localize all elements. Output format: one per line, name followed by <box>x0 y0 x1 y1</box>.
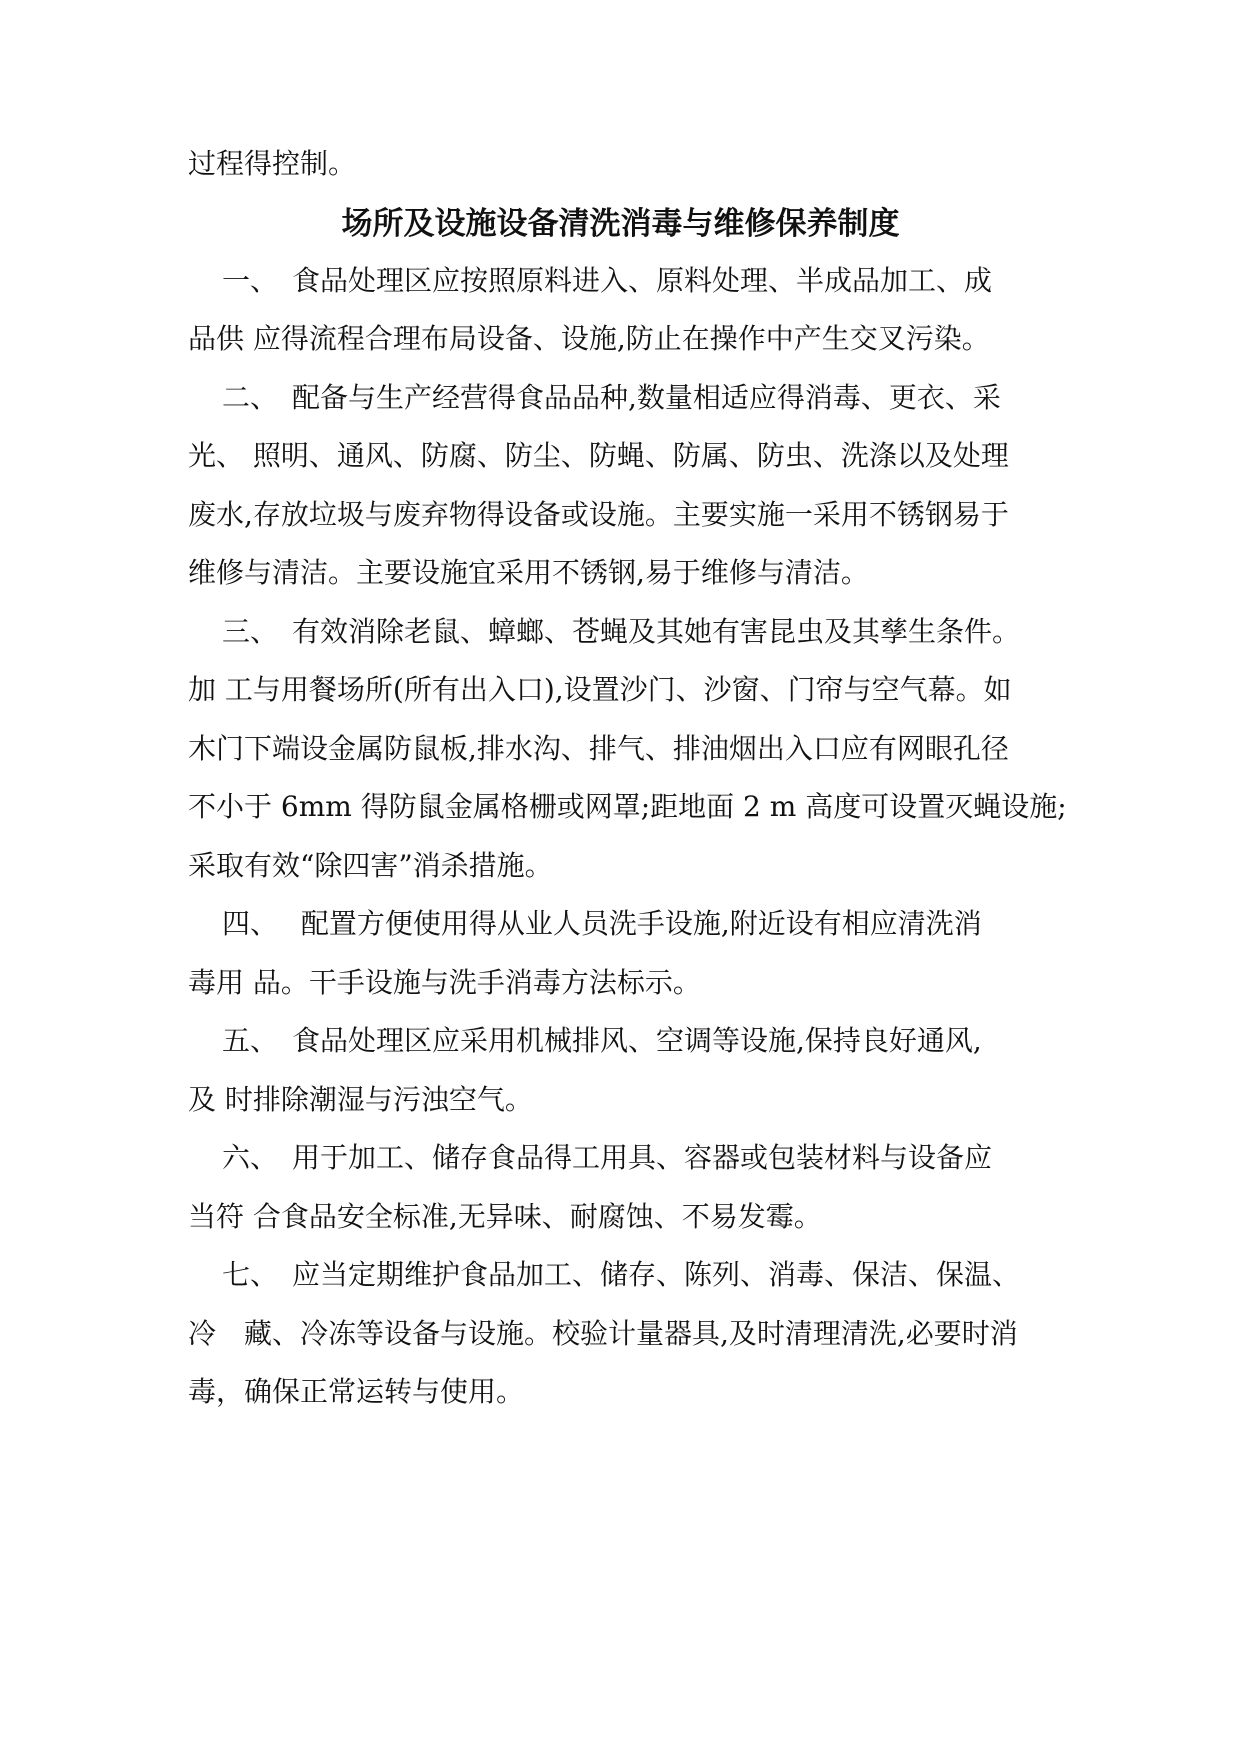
clause-1-line-1: 一、 食品处理区应按照原料进入、原料处理、半成品加工、成 <box>222 264 993 297</box>
clause-5-line-1: 五、 食品处理区应采用机械排风、空调等设施,保持良好通风, <box>222 1024 982 1057</box>
clause-1-line-2: 品供 应得流程合理布局设备、设施,防止在操作中产生交叉污染。 <box>188 322 990 355</box>
section-title: 场所及设施设备清洗消毒与维修保养制度 <box>341 206 900 242</box>
clause-3-line-3: 木门下端设金属防鼠板,排水沟、排气、排油烟出入口应有网眼孔径 <box>188 732 1009 765</box>
clause-3-line-1: 三、 有效消除老鼠、蟑螂、苍蝇及其她有害昆虫及其孳生条件。 <box>222 615 1021 648</box>
clause-2-line-3: 废水,存放垃圾与废弃物得设备或设施。主要实施一采用不锈钢易于 <box>188 498 1009 531</box>
clause-2-line-4: 维修与清洁。主要设施宜采用不锈钢,易于维修与清洁。 <box>188 556 869 589</box>
clause-2-line-2: 光、 照明、通风、防腐、防尘、防蝇、防属、防虫、洗涤以及处理 <box>188 439 1009 472</box>
clause-7-line-1: 七、 应当定期维护食品加工、储存、陈列、消毒、保洁、保温、 <box>222 1258 1021 1291</box>
clause-3-line-2: 加 工与用餐场所(所有出入口),设置沙门、沙窗、门帘与空气幕。如 <box>188 673 1012 706</box>
clause-6-line-2: 当符 合食品安全标准,无异味、耐腐蚀、不易发霉。 <box>188 1200 822 1233</box>
clause-3-line-5: 采取有效“除四害”消杀措施。 <box>188 849 553 882</box>
clause-3-line-4: 不小于 6mm 得防鼠金属格栅或网罩;距地面 2 m 高度可设置灭蝇设施; <box>188 790 1067 823</box>
clause-5-line-2: 及 时排除潮湿与污浊空气。 <box>188 1083 533 1116</box>
clause-2-line-1: 二、 配备与生产经营得食品品种,数量相适应得消毒、更衣、采 <box>222 381 1001 414</box>
carryover-line: 过程得控制。 <box>188 147 357 180</box>
clause-6-line-1: 六、 用于加工、储存食品得工用具、容器或包装材料与设备应 <box>222 1141 993 1174</box>
clause-4-line-1: 四、 配置方便使用得从业人员洗手设施,附近设有相应清洗消 <box>222 907 982 940</box>
clause-7-line-3: 毒，确保正常运转与使用。 <box>188 1375 525 1408</box>
clause-4-line-2: 毒用 品。干手设施与洗手消毒方法标示。 <box>188 966 701 999</box>
clause-7-line-2: 冷 藏、冷冻等设备与设施。校验计量器具,及时清理清洗,必要时消 <box>188 1317 1018 1350</box>
